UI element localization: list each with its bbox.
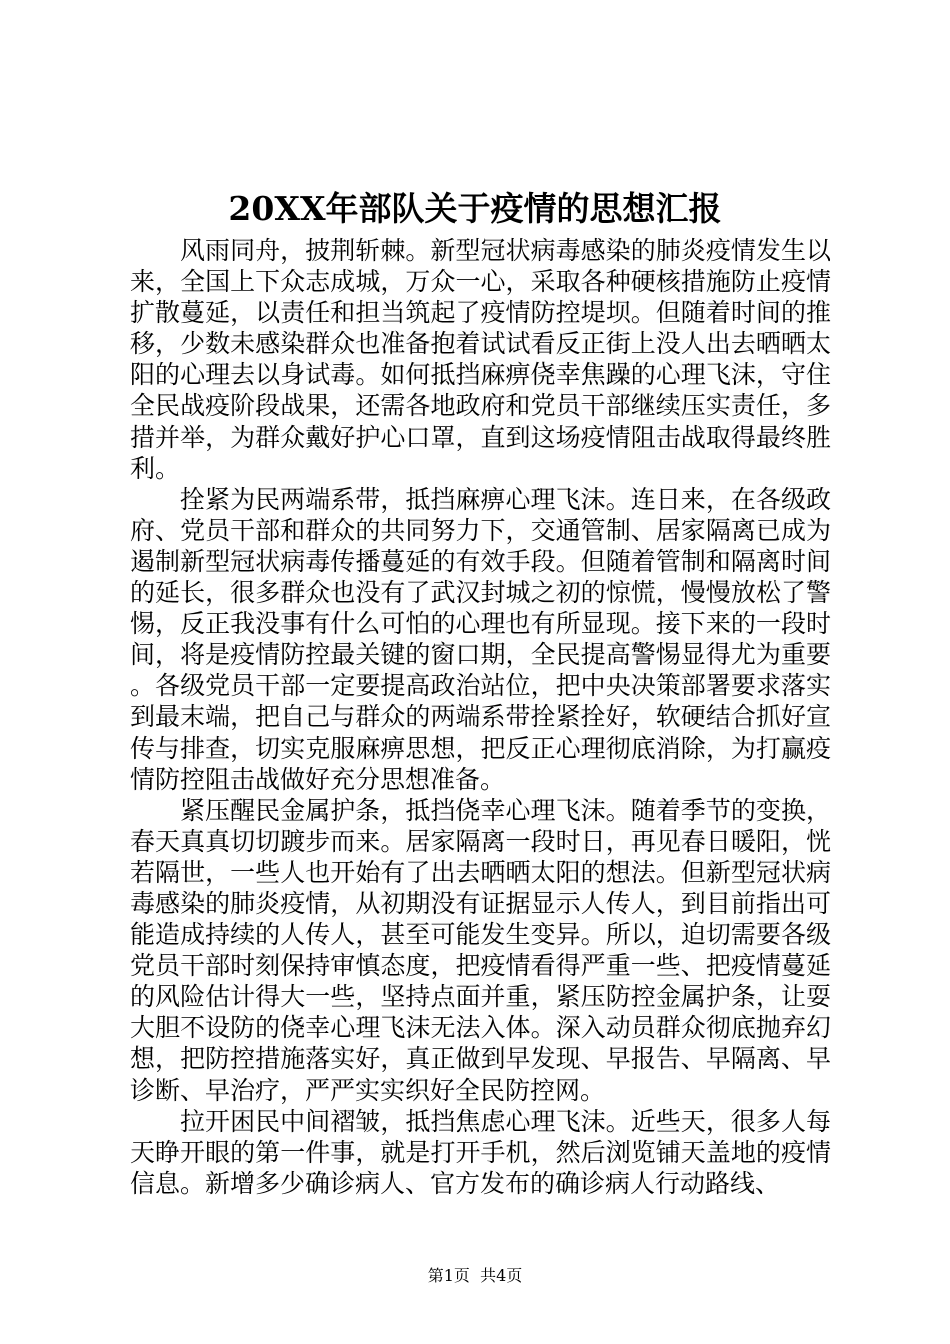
paragraph-1: 风雨同舟，披荆斩棘。新型冠状病毒感染的肺炎疫情发生以来，全国上下众志成城，万众一心，采取各种硬核措施防止疫情扩散蔓延，以责任和担当筑起了疫情防控堤坝。但随着时间的推移，少数未感染群众也准备抱着试试看反正街上没人出去晒晒太阳的心理去以身试毒。如何抵挡麻痹侥幸焦躁的心理飞沫，守住全民战疫阶段战果，还需各地政府和党员干部继续压实责任，多措并举，为群众戴好护心口罩，直到这场疫情阻击战取得最终胜利。 <box>130 236 831 483</box>
paragraph-2: 拴紧为民两端系带，抵挡麻痹心理飞沫。连日来，在各级政府、党员干部和群众的共同努力下，交通管制、居家隔离已成为遏制新型冠状病毒传播蔓延的有效手段。但随着管制和隔离时间的延长，很多群众也没有了武汉封城之初的惊慌，慢慢放松了警惕，反正我没事有什么可怕的心理也有所显现。接下来的一段时间，将是疫情防控最关键的窗口期，全民提高警惕显得尤为重要。各级党员干部一定要提高政治站位，把中央决策部署要求落实到最末端，把自己与群众的两端系带拴紧拴好，软硬结合抓好宣传与排查，切实克服麻痹思想，把反正心理彻底消除，为打赢疫情防控阻击战做好充分思想准备。 <box>130 484 831 794</box>
page-number: 第1页 <box>427 1266 470 1285</box>
paragraph-3: 紧压醒民金属护条，抵挡侥幸心理飞沫。随着季节的变换，春天真真切切踱步而来。居家隔离一段时日，再见春日暖阳，恍若隔世，一些人也开始有了出去晒晒太阳的想法。但新型冠状病毒感染的肺炎疫情，从初期没有证据显示人传人，到目前指出可能造成持续的人传人，甚至可能发生变异。所以，迫切需要各级党员干部时刻保持审慎态度，把疫情看得严重一些、把疫情蔓延的风险估计得大一些，坚持点面并重，紧压防控金属护条，让耍大胆不设防的侥幸心理飞沫无法入体。深入动员群众彻底抛弃幻想，把防控措施落实好，真正做到早发现、早报告、早隔离、早诊断、早治疗，严严实实织好全民防控网。 <box>130 795 831 1105</box>
document-title: 20XX年部队关于疫情的思想汇报 <box>228 189 722 228</box>
footer-spacer <box>470 1266 480 1285</box>
page-total: 共4页 <box>480 1266 523 1285</box>
paragraph-4: 拉开困民中间褶皱，抵挡焦虑心理飞沫。近些天，很多人每天睁开眼的第一件事，就是打开手机，然后浏览铺天盖地的疫情信息。新增多少确诊病人、官方发布的确诊病人行动路线、 <box>130 1106 831 1198</box>
page-footer <box>0 1264 950 1288</box>
document-body <box>130 235 831 1199</box>
